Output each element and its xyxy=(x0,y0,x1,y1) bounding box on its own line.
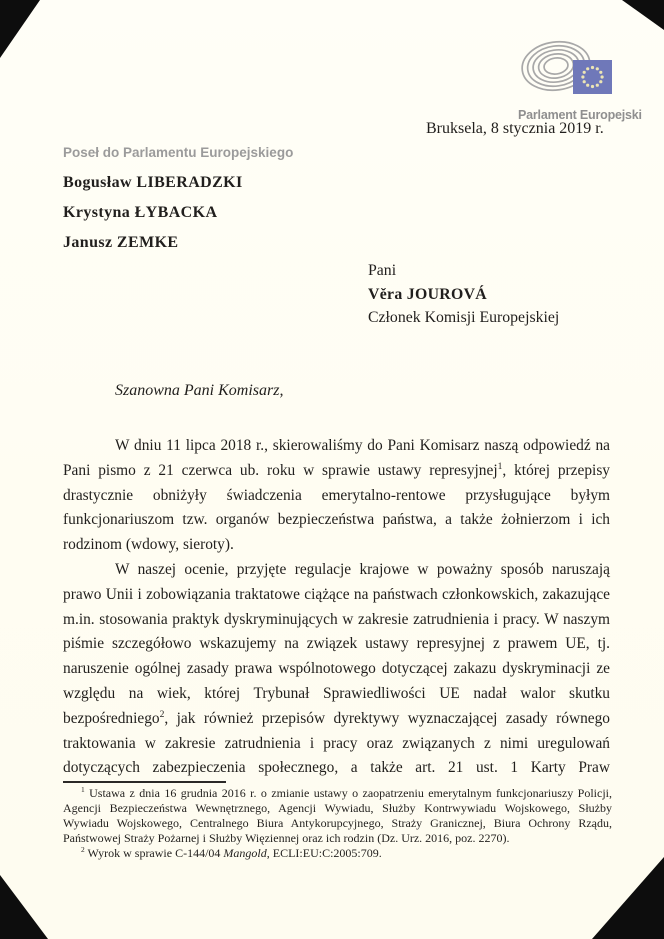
footnotes xyxy=(63,786,612,861)
scan-corner-artifact-bottom-left xyxy=(0,875,48,939)
recipient-salutation: Pani xyxy=(368,262,397,279)
scan-corner-artifact-top-right xyxy=(622,0,664,30)
ep-hemicycle-icon xyxy=(518,36,614,102)
letter-date: Bruksela, 8 stycznia 2019 r. xyxy=(426,120,604,137)
ep-logo-caption: Parlament Europejski xyxy=(518,108,642,122)
letter-greeting: Szanowna Pani Komisarz, xyxy=(115,382,284,399)
european-parliament-logo xyxy=(518,36,642,122)
footnote-2: $^2$ Wyrok w sprawie C-144/04 Mangold, ECLI:EU:C:2005:709. xyxy=(81,845,382,860)
sender-role: Poseł do Parlamentu Europejskiego xyxy=(63,145,294,160)
recipient-block xyxy=(368,259,559,330)
eu-flag xyxy=(573,60,612,94)
sender-name-3: Janusz ZEMKE xyxy=(63,234,179,251)
scan-corner-artifact-bottom-right xyxy=(592,857,664,939)
letter-body xyxy=(63,434,610,781)
sender-names xyxy=(63,168,243,258)
body-paragraph-1: W dniu 11 lipca 2018 r., skierowaliśmy do Pani Komisarz naszą odpowiedź na Pani pismo z 21 czerwca ub. roku w sprawie ustawy represyjnej$^1$, której przepisy drastycznie obniżyły świadczenia emerytalno-rentowe przysługujące byłym funkcjonariuszom tzw. organów bezpieczeństwa państwa, a także żołnierzom i ich rodzinom (wdowy, sieroty). xyxy=(63,437,610,554)
footnote-1: $^1$ Ustawa z dnia 16 grudnia 2016 r. o zmianie ustawy o zaopatrzeniu emerytalnym funkcjonariuszy Policji, Agencji Bezpieczeństwa Wewnętrznego, Agencji Wywiadu, Służby Kontrwywiadu Wojskowego, Służby Wywiadu Wojskowego, Centralnego Biura Antykorupcyjnego, Straży Granicznej, Biura Ochrony Rządu, Państwowej Straży Pożarnej i Służby Więziennej oraz ich rodzin (Dz. Urz. 2016, poz. 2270). xyxy=(63,785,612,845)
body-paragraph-2: W naszej ocenie, przyjęte regulacje krajowe w poważny sposób naruszają prawo Unii i zobowiązania traktatowe ciążące na państwach członkowskich, zakazujące m.in. stosowania praktyk dyskryminujących w zakresie zatrudnienia i pracy. W naszym piśmie szczegółowo wskazujemy na związek ustawy represyjnej z prawem UE, tj. naruszenie ogólnej zasady prawa wspólnotowego dotyczącej zakazu dyskryminacji ze względu na wiek, której Trybunał Sprawiedliwości UE nadał walor skutku bezpośredniego$^2$, jak również przepisów dyrektywy wyznaczającej zasady równego traktowania w zakresie zatrudnienia i pracy oraz związanych z nimi uregulowań dotyczących zabezpieczenia społecznego, a także art. 21 ust. 1 Karty Praw xyxy=(63,560,610,777)
scan-corner-artifact-top-left xyxy=(0,0,40,58)
recipient-name: Věra JOUROVÁ xyxy=(368,285,487,303)
sender-name-1: Bogusław LIBERADZKI xyxy=(63,174,243,191)
sender-name-2: Krystyna ŁYBACKA xyxy=(63,204,218,221)
footnote-separator xyxy=(63,781,226,783)
recipient-title: Członek Komisji Europejskiej xyxy=(368,309,560,326)
